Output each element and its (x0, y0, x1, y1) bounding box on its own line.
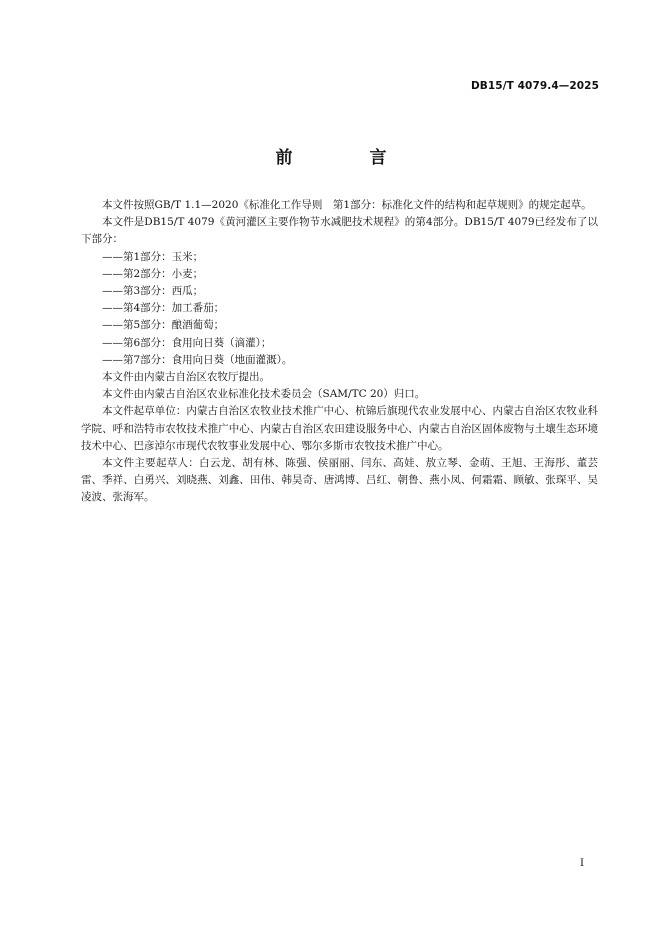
document-code: DB15/T 4079.4—2025 (470, 80, 599, 92)
paragraph-proposer: 本文件由内蒙古自治区农牧厅提出。 (102, 371, 270, 384)
parts-list (81, 249, 598, 369)
document-body (81, 197, 598, 507)
list-item: ——第3部分：西瓜； (102, 285, 204, 298)
page-number: I (580, 858, 584, 869)
list-item: ——第5部分：酿酒葡萄； (102, 319, 225, 332)
list-item: ——第6部分：食用向日葵（滴灌）； (102, 336, 272, 349)
page-title: 前 言 (275, 148, 417, 168)
paragraph-drafting-units: 本文件起草单位：内蒙古自治区农牧业技术推广中心、杭锦后旗现代农业发展中心、内蒙古自治区农牧业科学院、呼和浩特市农牧技术推广中心、内蒙古自治区农田建设服务中心、内蒙古自治区固体废物与土壤生态环境技术中心、巴彦淖尔市现代农牧事业发展中心、鄂尔多斯市农牧技术推广中心。 (81, 405, 598, 452)
list-item: ——第2部分：小麦； (102, 267, 204, 280)
paragraph-centralized-by: 本文件由内蒙古自治区农业标准化技术委员会（SAM/TC 20）归口。 (102, 388, 426, 401)
paragraph-drafting-basis: 本文件按照GB/T 1.1—2020《标准化工作导则 第1部分：标准化文件的结构和起草规则》的规定起草。 (102, 199, 592, 211)
list-item: ——第1部分：玉米； (102, 250, 204, 263)
list-item: ——第4部分：加工番茄； (102, 302, 225, 315)
paragraph-series-intro: 本文件是DB15/T 4079《黄河灌区主要作物节水减肥技术规程》的第4部分。DB15/T 4079已经发布了以下部分： (81, 216, 598, 246)
paragraph-drafters: 本文件主要起草人：白云龙、胡有林、陈强、侯丽丽、闫东、高娃、敖立琴、金萌、王旭、王海彤、董芸雷、季祥、白勇兴、刘晓燕、刘鑫、田伟、韩昊奇、唐鸿博、吕红、朝鲁、燕小凤、何霜霜、顾敏、张琛平、吴凌波、张海军。 (81, 457, 598, 504)
list-item: ——第7部分：食用向日葵（地面灌溉）。 (102, 353, 293, 366)
